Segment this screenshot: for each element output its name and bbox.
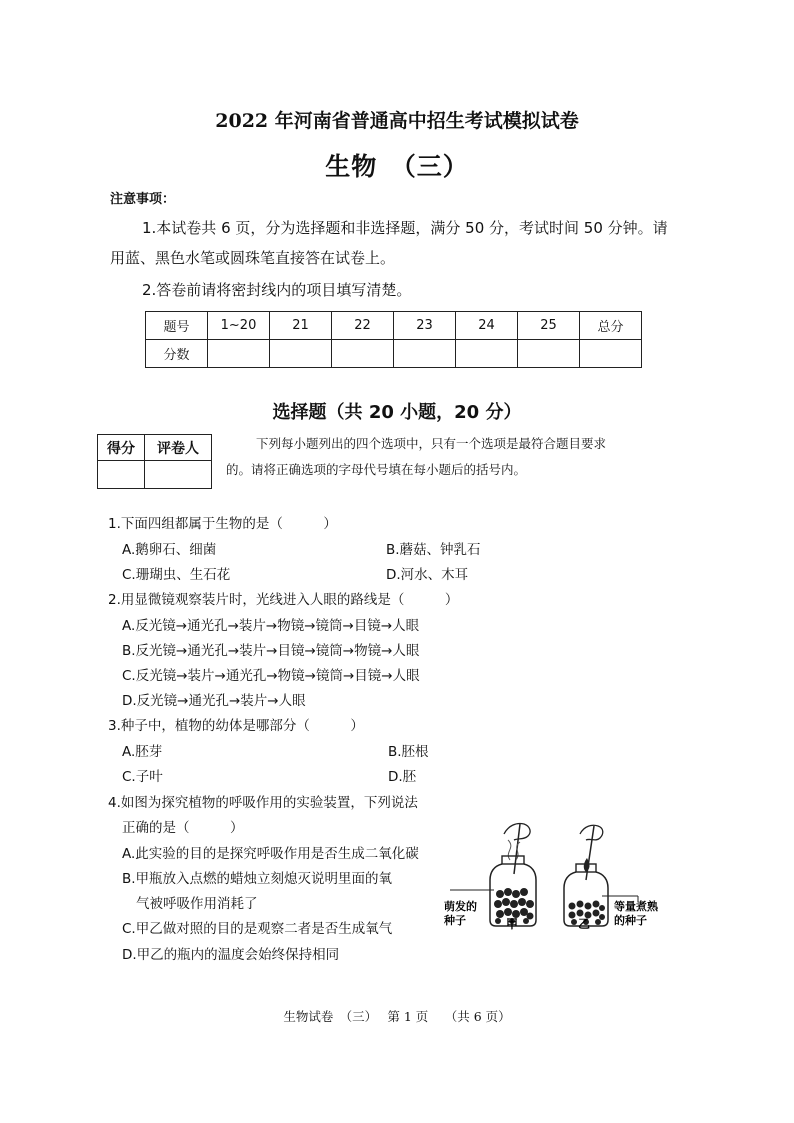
question-4-stem-line-1: 4.如图为探究植物的呼吸作用的实验装置，下列说法 xyxy=(108,795,418,811)
notice-item-1-line-1: 1.本试卷共 6 页，分为选择题和非选择题，满分 50 分，考试时间 50 分钟。请 xyxy=(142,219,668,237)
label-boiled-line-1: 等量煮熟 xyxy=(614,900,658,913)
score-cell[interactable] xyxy=(518,340,580,368)
exam-title: 2022 年河南省普通高中招生考试模拟试卷 xyxy=(215,110,579,132)
question-1-stem: 1.下面四组都属于生物的是（ ） xyxy=(108,516,337,532)
subject-title: 生物 （三） xyxy=(325,152,469,181)
label-boiled-line-2: 的种子 xyxy=(614,914,647,927)
score-table-header-row xyxy=(146,312,642,340)
notice-item-2: 2.答卷前请将密封线内的项目填写清楚。 xyxy=(142,281,412,299)
score-table xyxy=(145,311,642,368)
question-1-option-a: A.鹅卵石、细菌 xyxy=(122,542,217,558)
question-3-option-c: C.子叶 xyxy=(122,769,163,785)
section-title: 选择题（共 20 小题，20 分） xyxy=(272,402,522,423)
question-1-option-b: B.蘑菇、钟乳石 xyxy=(386,542,481,558)
score-header-cell: 24 xyxy=(456,312,518,340)
question-4-option-b-continued: 气被呼吸作用消耗了 xyxy=(136,896,258,912)
score-header-cell: 1~20 xyxy=(208,312,270,340)
question-4-stem-line-2: 正确的是（ ） xyxy=(122,820,244,836)
label-jia: 甲 xyxy=(506,917,519,931)
question-2-option-d: D.反光镜→通光孔→装片→人眼 xyxy=(122,693,306,709)
section-instruction-line-2: 的。请将正确选项的字母代号填在每小题后的括号内。 xyxy=(226,462,527,477)
score-cell[interactable] xyxy=(456,340,518,368)
grade-box-score-cell[interactable] xyxy=(98,461,145,489)
smoke-icon xyxy=(508,840,511,860)
question-4-option-a: A.此实验的目的是探究呼吸作用是否生成二氧化碳 xyxy=(122,846,419,862)
score-header-cell: 23 xyxy=(394,312,456,340)
grade-box-score-label: 得分 xyxy=(98,435,145,461)
score-row-label: 分数 xyxy=(146,340,208,368)
page-footer: 生物试卷 （三） 第 1 页 （共 6 页） xyxy=(283,1009,511,1024)
score-cell[interactable] xyxy=(208,340,270,368)
section-instruction-line-1: 下列每小题列出的四个选项中，只有一个选项是最符合题目要求 xyxy=(256,436,607,451)
hand-right-drawing xyxy=(580,825,603,840)
question-3-option-b: B.胚根 xyxy=(388,744,429,760)
label-germinating-line-2: 种子 xyxy=(444,914,466,927)
score-header-cell: 题号 xyxy=(146,312,208,340)
grade-box xyxy=(97,434,212,489)
score-header-cell: 总分 xyxy=(580,312,642,340)
question-2-stem: 2.用显微镜观察装片时，光线进入人眼的路线是（ ） xyxy=(108,592,459,608)
question-1-option-c: C.珊瑚虫、生石花 xyxy=(122,567,231,583)
score-cell[interactable] xyxy=(580,340,642,368)
notice-item-1-line-2: 用蓝、黑色水笔或圆珠笔直接答在试卷上。 xyxy=(110,249,396,267)
question-3-option-d: D.胚 xyxy=(388,769,417,785)
score-table-score-row xyxy=(146,340,642,368)
score-header-cell: 21 xyxy=(270,312,332,340)
grade-box-grader-cell[interactable] xyxy=(145,461,212,489)
score-header-cell: 25 xyxy=(518,312,580,340)
jar-jia-neck xyxy=(502,856,524,864)
question-2-option-c: C.反光镜→装片→通光孔→物镜→镜筒→目镜→人眼 xyxy=(122,668,420,684)
score-cell[interactable] xyxy=(332,340,394,368)
score-cell[interactable] xyxy=(270,340,332,368)
hand-left-drawing xyxy=(504,823,530,840)
question-1-option-d: D.河水、木耳 xyxy=(386,567,469,583)
score-header-cell: 22 xyxy=(332,312,394,340)
question-4-option-c: C.甲乙做对照的目的是观察二者是否生成氧气 xyxy=(122,921,393,937)
question-4-option-b: B.甲瓶放入点燃的蜡烛立刻熄灭说明里面的氧 xyxy=(122,871,393,887)
experiment-figure xyxy=(442,812,662,942)
question-2-option-a: A.反光镜→通光孔→装片→物镜→镜筒→目镜→人眼 xyxy=(122,618,420,634)
score-cell[interactable] xyxy=(394,340,456,368)
question-3-stem: 3.种子中，植物的幼体是哪部分（ ） xyxy=(108,718,364,734)
question-4-option-d: D.甲乙的瓶内的温度会始终保持相同 xyxy=(122,947,340,963)
question-2-option-b: B.反光镜→通光孔→装片→目镜→镜筒→物镜→人眼 xyxy=(122,643,420,659)
label-yi: 乙 xyxy=(578,917,591,931)
grade-box-grader-label: 评卷人 xyxy=(145,435,212,461)
question-3-option-a: A.胚芽 xyxy=(122,744,163,760)
label-germinating-line-1: 萌发的 xyxy=(444,900,477,913)
notice-heading: 注意事项： xyxy=(110,192,176,207)
